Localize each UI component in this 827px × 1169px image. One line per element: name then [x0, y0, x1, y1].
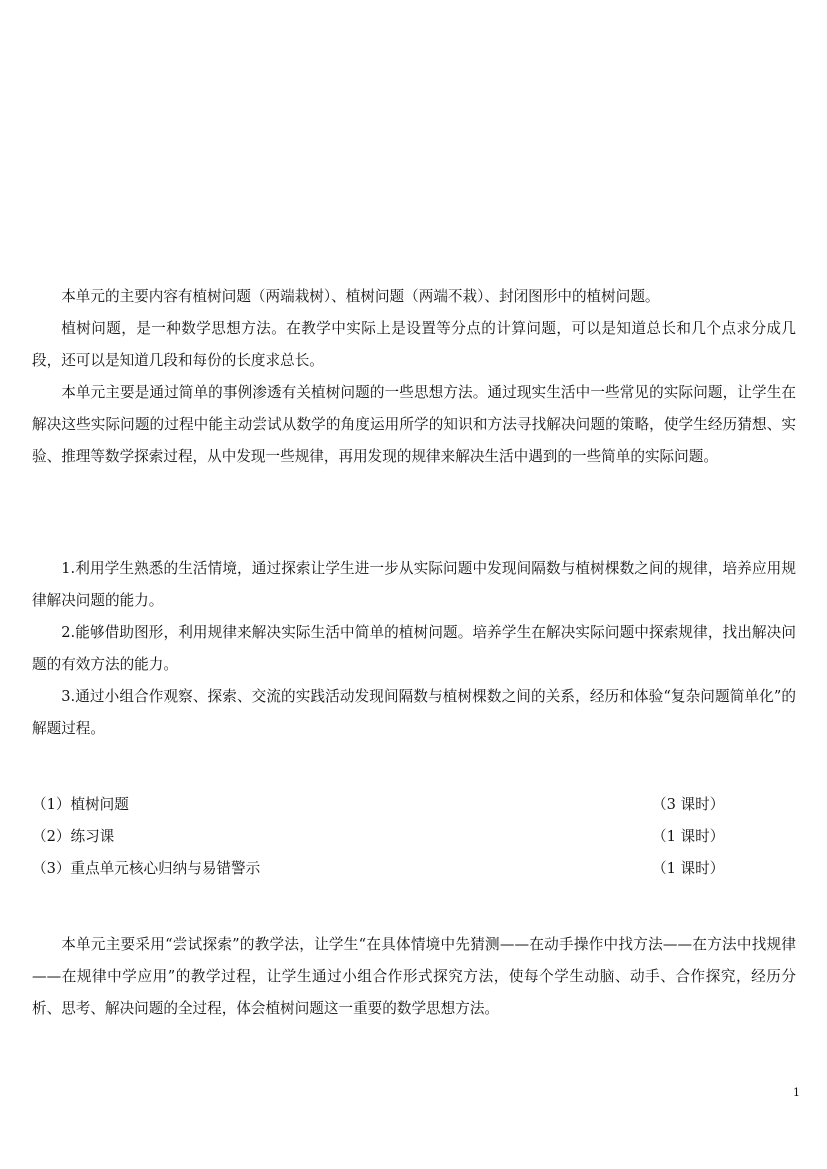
schedule-hours: （1 课时） [652, 860, 725, 877]
method-paragraph: 本单元主要采用“尝试探索”的教学法，让学生“在具体情境中先猜测——在动手操作中找方法——在方法中找规律——在规律中学应用”的教学过程，让学生通过小组合作形式探究方法，使每个学生动脑、动手、合作探究，经历分析、思考、解决问题的全过程，体会植树问题这一重要的数学思想方法。 [32, 936, 796, 1017]
schedule-hours: （1 课时） [652, 828, 725, 845]
content-paragraph-1: 本单元的主要内容有植树问题（两端栽树）、植树问题（两端不栽）、封闭图形中的植树问题。 [61, 288, 660, 305]
schedule-title: （3）重点单元核心归纳与易错警示 [32, 860, 261, 877]
content-paragraph-3: 本单元主要是通过简单的事例渗透有关植树问题的一些思想方法。通过现实生活中一些常见的实际问题，让学生在解决这些实际问题的过程中能主动尝试从数学的角度运用所学的知识和方法寻找解决问题的策略，使学生经历猜想、实验、推理等数学探索过程，从中发现一些规律，再用发现的规律来解决生活中遇到的一些简单的实际问题。 [32, 384, 796, 465]
schedule-row [32, 821, 796, 853]
schedule-hours: （3 课时） [652, 796, 725, 813]
page-number: 1 [793, 1086, 800, 1099]
objective-item-3: 3.通过小组合作观察、探索、交流的实践活动发现间隔数与植树棵数之间的关系，经历和体验“复杂问题简单化”的解题过程。 [32, 688, 796, 737]
schedule-row [32, 789, 796, 821]
objective-item-2: 2.能够借助图形，利用规律来解决实际生活中简单的植树问题。培养学生在解决实际问题中探索规律，找出解决问题的有效方法的能力。 [32, 624, 796, 673]
schedule-row [32, 853, 796, 885]
content-paragraph-2: 植树问题，是一种数学思想方法。在教学中实际上是设置等分点的计算问题，可以是知道总长和几个点求分成几段，还可以是知道几段和每份的长度求总长。 [32, 320, 796, 369]
schedule-title: （2）练习课 [32, 828, 115, 845]
objective-item-1: 1.利用学生熟悉的生活情境，通过探索让学生进一步从实际问题中发现间隔数与植树棵数之间的规律，培养应用规律解决问题的能力。 [32, 560, 796, 609]
schedule-title: （1）植树问题 [32, 796, 129, 813]
